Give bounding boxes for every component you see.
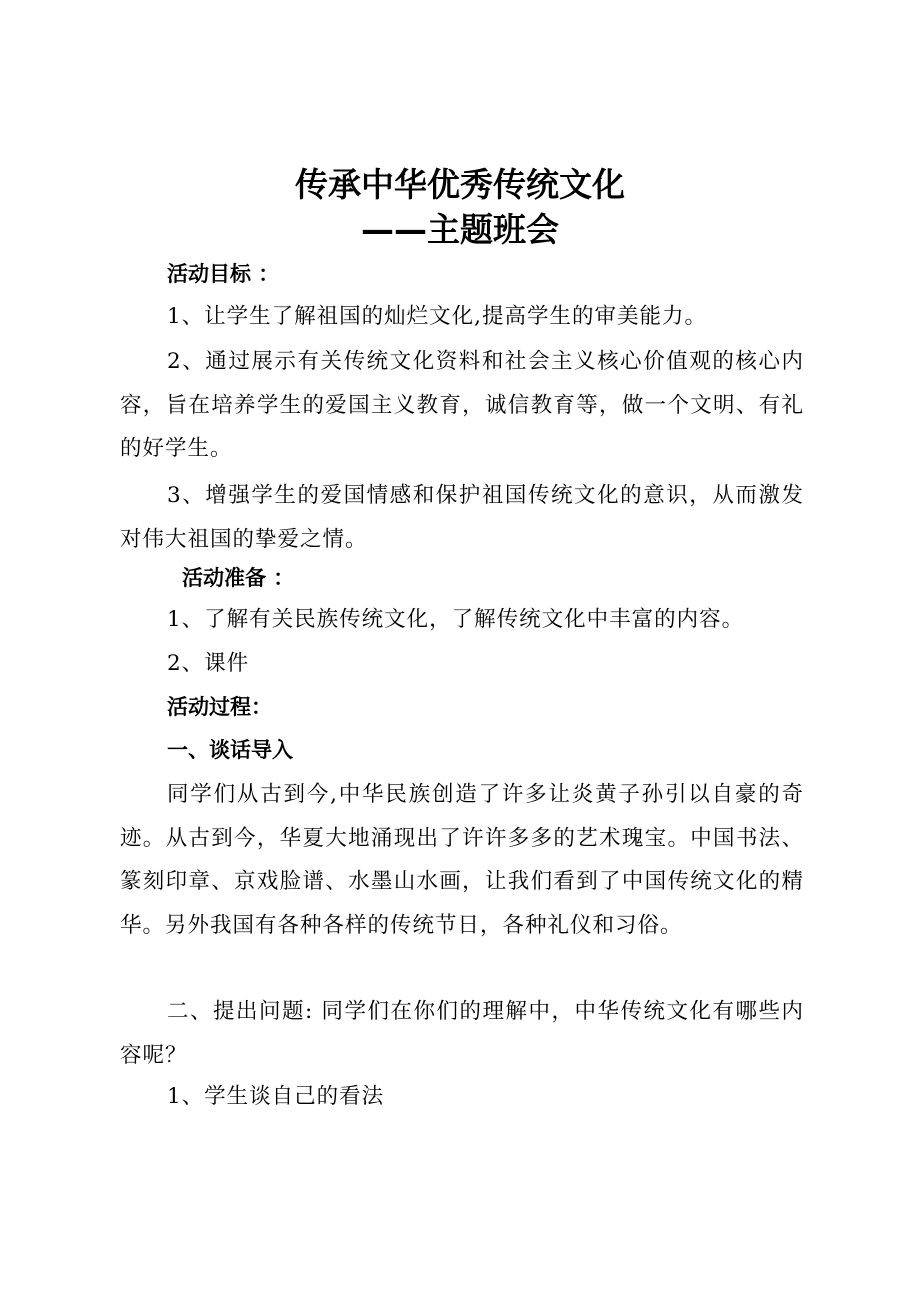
preparation-item-2: 2、课件 (167, 651, 250, 676)
process-heading: 活动过程： (167, 695, 272, 719)
objectives-heading: 活动目标 ： (167, 262, 280, 286)
document-title: 传承中华优秀传统文化 (295, 165, 625, 204)
question-item-1: 1、学生谈自己的看法 (167, 1084, 385, 1109)
document-subtitle: ——主题班会 (361, 210, 559, 249)
preparation-item-1: 1、了解有关民族传统文化，了解传统文化中丰富的内容。 (167, 607, 745, 632)
section-intro-heading: 一、谈话导入 (167, 738, 293, 762)
objective-item-2: 2、通过展示有关传统文化资料和社会主义核心价值观的核心内容，旨在培养学生的爱国主义教育，诚信教育等，做一个文明、有礼的好学生。 (120, 349, 804, 461)
section-question-text: 二、提出问题: 同学们在你们的理解中，中华传统文化有哪些内容呢？ (120, 999, 804, 1068)
objective-item-3: 3、增强学生的爱国情感和保护祖国传统文化的意识，从而激发对伟大祖国的挚爱之情。 (120, 483, 804, 552)
preparation-heading: 活动准备 ： (182, 566, 295, 590)
section-intro-text: 同学们从古到今,中华民族创造了许多让炎黄子孙引以自豪的奇迹。从古到今，华夏大地涌现出了许许多多的艺术瑰宝。中国书法、篆刻印章、京戏脸谱、水墨山水画，让我们看到了中国传统文化的精华。另外我国有各种各样的传统节日，各种礼仪和习俗。 (120, 782, 804, 938)
objective-item-1: 1、让学生了解祖国的灿烂文化,提高学生的审美能力。 (167, 304, 708, 329)
